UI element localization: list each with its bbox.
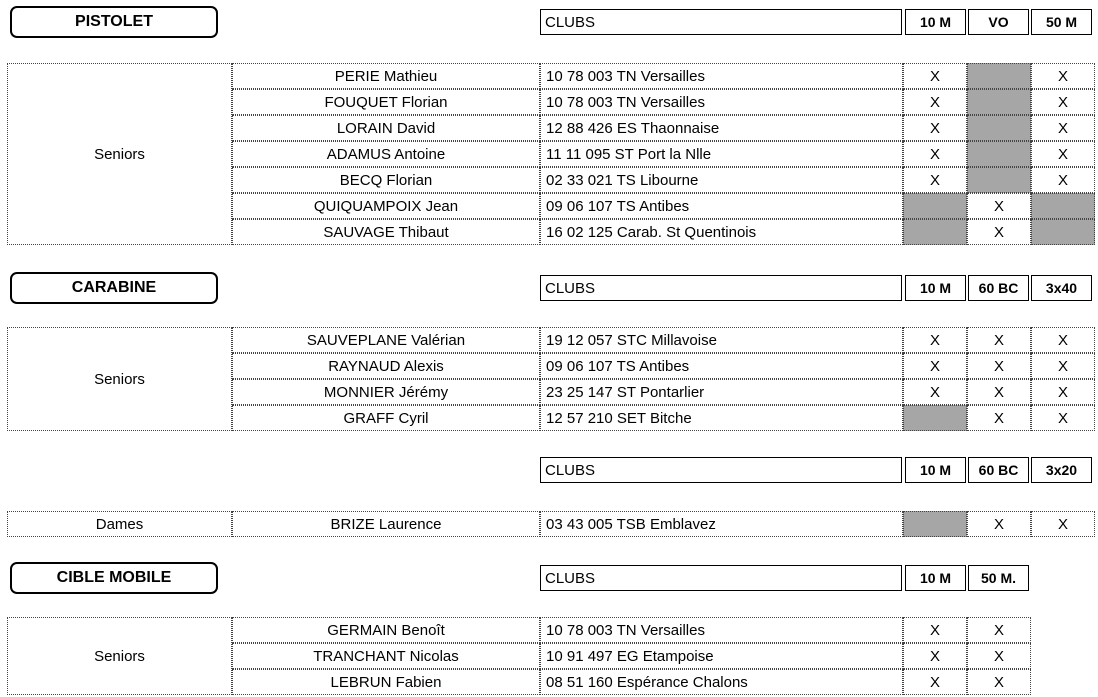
event-mark-cell: X xyxy=(967,617,1031,643)
club-cell: 09 06 107 TS Antibes xyxy=(540,353,903,379)
shaded-cell xyxy=(967,115,1031,141)
event-mark-cell: X xyxy=(967,511,1031,537)
table-row xyxy=(232,511,1094,537)
column-header: 50 M. xyxy=(968,565,1029,591)
column-header: 10 M xyxy=(905,565,966,591)
clubs-header: CLUBS xyxy=(540,565,902,591)
club-cell: 19 12 057 STC Millavoise xyxy=(540,327,903,353)
event-mark-cell: X xyxy=(967,219,1031,245)
shooter-name: BRIZE Laurence xyxy=(232,511,540,537)
club-cell: 23 25 147 ST Pontarlier xyxy=(540,379,903,405)
shooter-name: RAYNAUD Alexis xyxy=(232,353,540,379)
event-mark-cell: X xyxy=(1031,353,1095,379)
shooter-name: BECQ Florian xyxy=(232,167,540,193)
club-cell: 10 78 003 TN Versailles xyxy=(540,617,903,643)
event-mark-cell: X xyxy=(967,193,1031,219)
table-row xyxy=(232,167,1094,193)
shooter-name: SAUVAGE Thibaut xyxy=(232,219,540,245)
table-row xyxy=(232,115,1094,141)
event-mark-cell: X xyxy=(1031,379,1095,405)
shaded-cell xyxy=(903,511,967,537)
shooter-name: SAUVEPLANE Valérian xyxy=(232,327,540,353)
club-cell: 12 88 426 ES Thaonnaise xyxy=(540,115,903,141)
table-row xyxy=(232,353,1094,379)
shooter-name: FOUQUET Florian xyxy=(232,89,540,115)
shooter-name: PERIE Mathieu xyxy=(232,63,540,89)
pistolet-table xyxy=(7,63,1094,245)
event-mark-cell: X xyxy=(1031,511,1095,537)
column-header: 10 M xyxy=(905,457,966,483)
event-mark-cell: X xyxy=(1031,167,1095,193)
event-mark-cell: X xyxy=(903,115,967,141)
shaded-cell xyxy=(903,405,967,431)
category-label: Seniors xyxy=(7,327,232,431)
table-row xyxy=(232,669,1094,695)
event-mark-cell: X xyxy=(967,327,1031,353)
event-mark-cell: X xyxy=(967,353,1031,379)
event-mark-cell: X xyxy=(967,643,1031,669)
event-mark-cell: X xyxy=(1031,63,1095,89)
section-title: CARABINE xyxy=(10,272,218,304)
table-row xyxy=(232,327,1094,353)
cible-mobile-table xyxy=(7,617,1094,695)
table-row xyxy=(232,63,1094,89)
event-mark-cell: X xyxy=(1031,89,1095,115)
clubs-header: CLUBS xyxy=(540,9,902,35)
table-row xyxy=(232,379,1094,405)
shooter-name: LEBRUN Fabien xyxy=(232,669,540,695)
table-row xyxy=(232,405,1094,431)
shooter-name: GERMAIN Benoît xyxy=(232,617,540,643)
club-cell: 10 78 003 TN Versailles xyxy=(540,89,903,115)
event-mark-cell: X xyxy=(1031,405,1095,431)
category-label: Dames xyxy=(7,511,232,537)
clubs-header: CLUBS xyxy=(540,457,902,483)
column-header: VO xyxy=(968,9,1029,35)
event-mark-cell: X xyxy=(903,141,967,167)
shooter-name: LORAIN David xyxy=(232,115,540,141)
section-title: PISTOLET xyxy=(10,6,218,38)
column-header: 60 BC xyxy=(968,275,1029,301)
table-row xyxy=(232,193,1094,219)
shooter-name: GRAFF Cyril xyxy=(232,405,540,431)
event-mark-cell: X xyxy=(903,669,967,695)
club-cell: 16 02 125 Carab. St Quentinois xyxy=(540,219,903,245)
event-mark-cell: X xyxy=(903,379,967,405)
shooter-name: MONNIER Jérémy xyxy=(232,379,540,405)
club-cell: 10 78 003 TN Versailles xyxy=(540,63,903,89)
club-cell: 11 11 095 ST Port la Nlle xyxy=(540,141,903,167)
club-cell: 10 91 497 EG Etampoise xyxy=(540,643,903,669)
club-cell: 09 06 107 TS Antibes xyxy=(540,193,903,219)
shooter-name: TRANCHANT Nicolas xyxy=(232,643,540,669)
table-row xyxy=(232,643,1094,669)
carabine-table xyxy=(7,327,1094,431)
event-mark-cell: X xyxy=(967,379,1031,405)
column-header: 3x40 xyxy=(1031,275,1092,301)
club-cell: 08 51 160 Espérance Chalons xyxy=(540,669,903,695)
table-row xyxy=(232,219,1094,245)
shaded-cell xyxy=(967,89,1031,115)
shaded-cell xyxy=(967,167,1031,193)
table-row xyxy=(232,617,1094,643)
shaded-cell xyxy=(903,219,967,245)
category-label: Seniors xyxy=(7,617,232,695)
shooter-name: ADAMUS Antoine xyxy=(232,141,540,167)
shaded-cell xyxy=(967,141,1031,167)
event-mark-cell: X xyxy=(967,405,1031,431)
column-header: 50 M xyxy=(1031,9,1092,35)
shaded-cell xyxy=(903,193,967,219)
club-cell: 02 33 021 TS Libourne xyxy=(540,167,903,193)
event-mark-cell: X xyxy=(1031,141,1095,167)
shaded-cell xyxy=(1031,219,1095,245)
shooter-name: QUIQUAMPOIX Jean xyxy=(232,193,540,219)
shaded-cell xyxy=(1031,193,1095,219)
section-title: CIBLE MOBILE xyxy=(10,562,218,594)
club-cell: 03 43 005 TSB Emblavez xyxy=(540,511,903,537)
column-header: 60 BC xyxy=(968,457,1029,483)
event-mark-cell: X xyxy=(967,669,1031,695)
event-mark-cell: X xyxy=(903,167,967,193)
category-label: Seniors xyxy=(7,63,232,245)
event-mark-cell: X xyxy=(1031,115,1095,141)
column-header: 3x20 xyxy=(1031,457,1092,483)
event-mark-cell: X xyxy=(903,89,967,115)
club-cell: 12 57 210 SET Bitche xyxy=(540,405,903,431)
column-header: 10 M xyxy=(905,275,966,301)
event-mark-cell: X xyxy=(903,643,967,669)
event-mark-cell: X xyxy=(903,353,967,379)
table-row xyxy=(232,89,1094,115)
event-mark-cell: X xyxy=(903,327,967,353)
shaded-cell xyxy=(967,63,1031,89)
dames-table xyxy=(7,511,1094,537)
event-mark-cell: X xyxy=(903,63,967,89)
column-header: 10 M xyxy=(905,9,966,35)
event-mark-cell: X xyxy=(1031,327,1095,353)
event-mark-cell: X xyxy=(903,617,967,643)
table-row xyxy=(232,141,1094,167)
clubs-header: CLUBS xyxy=(540,275,902,301)
